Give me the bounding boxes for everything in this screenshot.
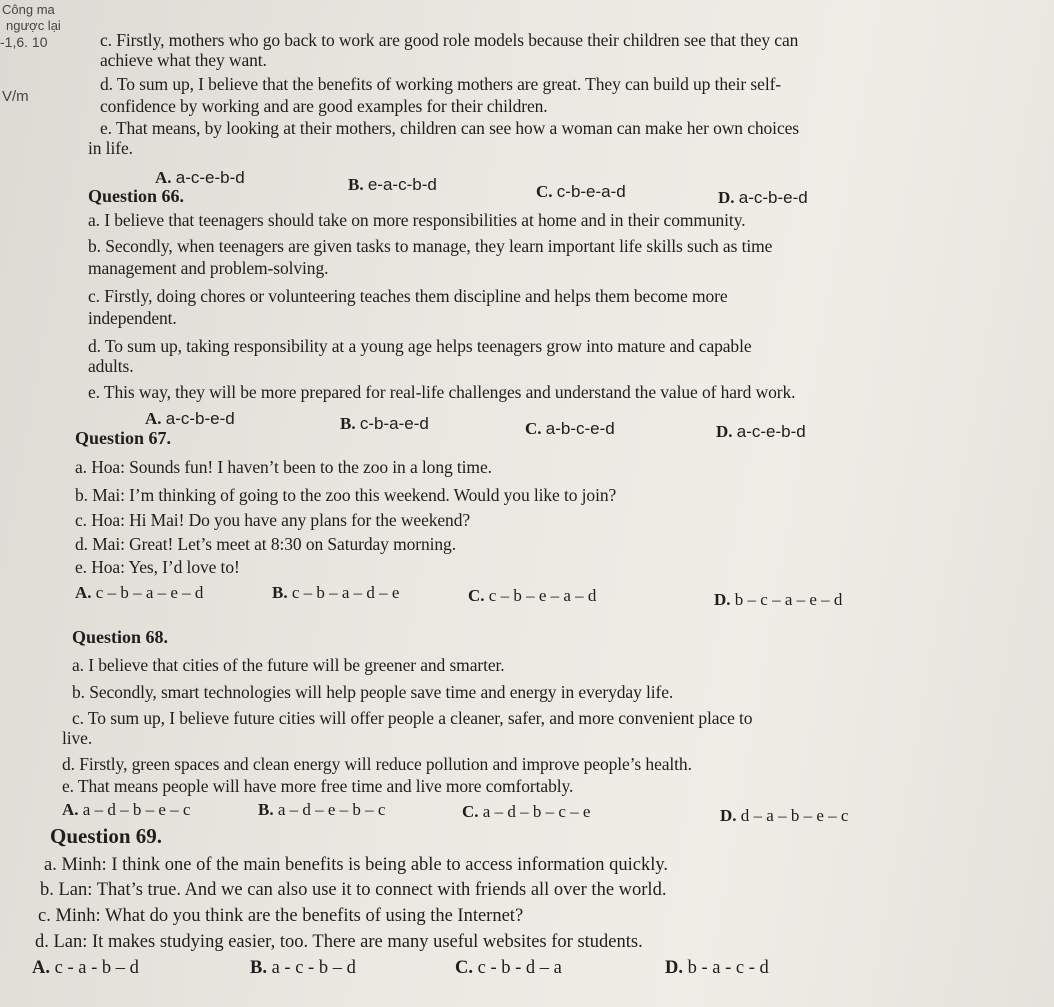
q66-line-c: c. Firstly, doing chores or volunteering teaches them discipline and helps them become more bbox=[88, 286, 728, 306]
q68-line-a: a. I believe that cities of the future will be greener and smarter. bbox=[72, 655, 505, 675]
q69-line-a: a. Minh: I think one of the main benefits is being able to access information quickly. bbox=[44, 855, 669, 875]
q66-line-b: b. Secondly, when teenagers are given tasks to manage, they learn important life skills such as time bbox=[88, 236, 773, 256]
q67-line-c: c. Hoa: Hi Mai! Do you have any plans for the weekend? bbox=[75, 510, 471, 530]
q69-line-c: c. Minh: What do you think are the benefits of using the Internet? bbox=[38, 906, 524, 926]
q68-line-c: c. To sum up, I believe future cities will offer people a cleaner, safer, and more convenient place to bbox=[72, 708, 753, 728]
q67-line-a: a. Hoa: Sounds fun! I haven’t been to the zoo in a long time. bbox=[75, 457, 492, 477]
q68-line-d: d. Firstly, green spaces and clean energy will reduce pollution and improve people’s health. bbox=[62, 754, 692, 774]
q69-title: Question 69. bbox=[50, 824, 163, 848]
q68-option-c[interactable]: C. a – d – b – c – e bbox=[462, 802, 591, 821]
q65-line-e: e. That means, by looking at their mothers, children can see how a woman can make her own choices bbox=[100, 118, 799, 138]
q67-line-d: d. Mai: Great! Let’s meet at 8:30 on Saturday morning. bbox=[75, 534, 456, 554]
q67-title: Question 67. bbox=[75, 428, 172, 448]
q67-line-e: e. Hoa: Yes, I’d love to! bbox=[75, 557, 240, 577]
q67-option-c[interactable]: C. c – b – e – a – d bbox=[468, 586, 597, 605]
margin-note-4: V/m bbox=[2, 88, 29, 105]
q68-line-b: b. Secondly, smart technologies will help people save time and energy in everyday life. bbox=[72, 682, 674, 702]
q65-line-d-cont: confidence by working and are good examples for their children. bbox=[100, 96, 548, 116]
q65-line-c: c. Firstly, mothers who go back to work are good role models because their children see that they can bbox=[100, 30, 799, 50]
q66-option-c[interactable]: C. a-b-c-e-d bbox=[525, 419, 615, 438]
q69-line-b: b. Lan: That’s true. And we can also use it to connect with friends all over the world. bbox=[40, 880, 667, 900]
q68-line-c-cont: live. bbox=[62, 728, 93, 748]
q69-option-d[interactable]: D. b - a - c - d bbox=[665, 958, 769, 978]
q66-line-b-cont: management and problem-solving. bbox=[88, 258, 329, 278]
q66-option-d[interactable]: D. a-c-e-b-d bbox=[716, 422, 806, 441]
q68-option-a[interactable]: A. a – d – b – e – c bbox=[62, 800, 191, 819]
q66-line-e: e. This way, they will be more prepared for real-life challenges and understand the value of hard work. bbox=[88, 382, 796, 402]
q66-title: Question 66. bbox=[88, 186, 185, 206]
q69-line-d: d. Lan: It makes studying easier, too. There are many useful websites for students. bbox=[35, 932, 643, 952]
q68-option-b[interactable]: B. a – d – e – b – c bbox=[258, 800, 386, 819]
q66-line-d-cont: adults. bbox=[88, 356, 134, 376]
q67-line-b: b. Mai: I’m thinking of going to the zoo this weekend. Would you like to join? bbox=[75, 485, 617, 505]
q66-option-b[interactable]: B. c-b-a-e-d bbox=[340, 414, 429, 433]
q66-option-a[interactable]: A. a-c-b-e-d bbox=[145, 409, 235, 428]
q69-option-a[interactable]: A. c - a - b – d bbox=[32, 958, 139, 978]
q66-line-a: a. I believe that teenagers should take on more responsibilities at home and in their community. bbox=[88, 210, 746, 230]
margin-note-3: -1,6. 10 bbox=[0, 34, 48, 50]
margin-note-2: ngược lại bbox=[6, 18, 61, 33]
q65-option-b[interactable]: B. e-a-c-b-d bbox=[348, 175, 437, 194]
q67-option-a[interactable]: A. c – b – a – e – d bbox=[75, 583, 204, 602]
q65-option-a[interactable]: A. a-c-e-b-d bbox=[155, 168, 245, 187]
margin-note-1: Công ma bbox=[2, 2, 55, 17]
q65-line-e-cont: in life. bbox=[88, 138, 133, 158]
q68-title: Question 68. bbox=[72, 627, 169, 647]
q66-line-d: d. To sum up, taking responsibility at a young age helps teenagers grow into mature and capable bbox=[88, 336, 752, 356]
q67-option-b[interactable]: B. c – b – a – d – e bbox=[272, 583, 400, 602]
q65-line-d: d. To sum up, I believe that the benefits of working mothers are great. They can build up their self- bbox=[100, 74, 782, 94]
q67-option-d[interactable]: D. b – c – a – e – d bbox=[714, 590, 843, 609]
q66-line-c-cont: independent. bbox=[88, 308, 177, 328]
q65-option-d[interactable]: D. a-c-b-e-d bbox=[718, 188, 808, 207]
q68-line-e: e. That means people will have more free time and live more comfortably. bbox=[62, 776, 574, 796]
q65-option-c[interactable]: C. c-b-e-a-d bbox=[536, 182, 626, 201]
q69-option-b[interactable]: B. a - c - b – d bbox=[250, 958, 356, 978]
q68-option-d[interactable]: D. d – a – b – e – c bbox=[720, 806, 849, 825]
q65-line-c-cont: achieve what they want. bbox=[100, 50, 267, 70]
q69-option-c[interactable]: C. c - b - d – a bbox=[455, 958, 562, 978]
